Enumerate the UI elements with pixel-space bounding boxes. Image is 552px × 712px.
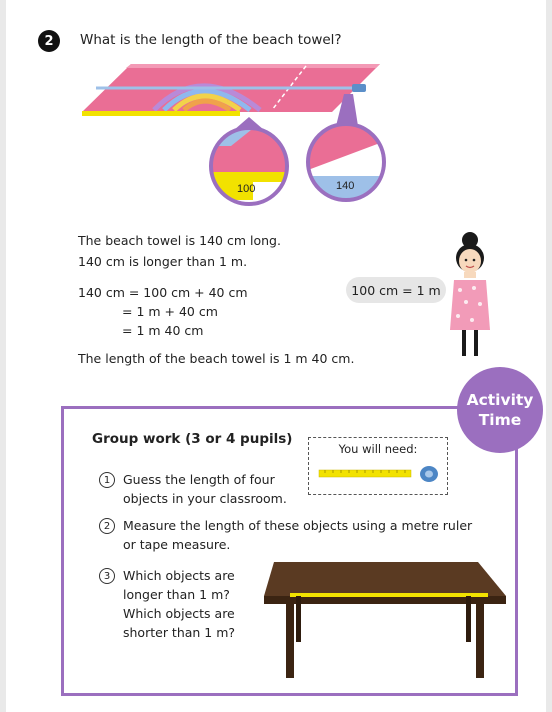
explanation-line-2: 140 cm is longer than 1 m. (78, 254, 248, 269)
question-number: 2 (38, 30, 60, 52)
conclusion-text: The length of the beach towel is 1 m 40 cm. (78, 351, 355, 366)
tape-reading-140: 140 (336, 180, 355, 192)
towel-edge (126, 64, 380, 68)
you-will-need-label: You will need: (338, 442, 418, 456)
table-illustration (260, 556, 512, 682)
tape-measure-case (352, 84, 366, 92)
table-leg-front-left (286, 604, 294, 678)
calculation-line-1: 140 cm = 100 cm + 40 cm (78, 285, 248, 300)
step-2-number: 2 (99, 518, 115, 534)
question-text: What is the length of the beach towel? (80, 32, 342, 48)
speech-bubble: 100 cm = 1 m (346, 277, 446, 303)
badge-line-2: Time (478, 411, 522, 429)
calculation-line-3: = 1 m 40 cm (122, 323, 204, 338)
explanation-line-1: The beach towel is 140 cm long. (78, 233, 281, 248)
table-leg-back-left (296, 596, 301, 642)
activity-title: Group work (3 or 4 pupils) (92, 431, 293, 447)
girl-character (444, 228, 504, 368)
step-2-text: Measure the length of these objects using a metre ruler or tape measure. (123, 518, 473, 552)
badge-line-1: Activity (466, 391, 534, 409)
step-1-text: Guess the length of four objects in your classroom. (123, 472, 287, 506)
table-leg-front-right (476, 604, 484, 678)
table-leg-back-right (466, 596, 471, 642)
step-1-number: 1 (99, 472, 115, 488)
you-will-need-box (308, 437, 448, 495)
needed-tools (317, 462, 441, 488)
beach-towel-illustration (6, 0, 546, 240)
page (6, 0, 546, 712)
table-top (264, 562, 506, 596)
activity-time-badge (457, 367, 543, 453)
metre-ruler (82, 111, 240, 116)
step-3-number: 3 (99, 568, 115, 584)
step-3-text: Which objects are longer than 1 m? Which objects are shorter than 1 m? (123, 568, 236, 640)
ruler-reading-100: 100 (237, 183, 256, 195)
calculation-line-2: = 1 m + 40 cm (122, 304, 218, 319)
